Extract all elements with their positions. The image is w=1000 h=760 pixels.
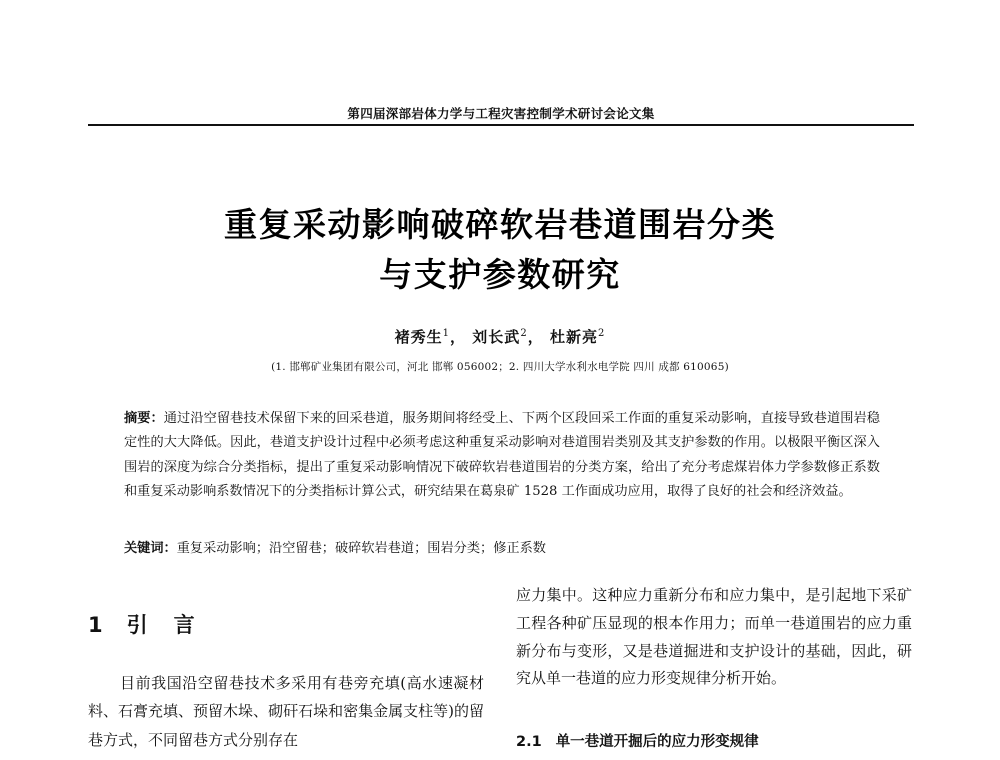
section-title: 引言 — [126, 613, 221, 637]
abstract-text: 通过沿空留巷技术保留下来的回采巷道，服务期间将经受上、下两个区段回采工作面的重复采动影响，直接导致巷道围岩稳定性的大大降低。因此，巷道支护设计过程中必须考虑这种重复采动影响对巷道围岩类别及其支护参数的作用。以极限平衡区深入围岩的深度为综合分类指标，提出了重复采动影响情况下破碎软岩巷道围岩的分类方案，给出了充分考虑煤岩体力学参数修正系数和重复采动影响系数情况下的分类指标计算公式，研究结果在葛泉矿 1528 工作面成功应用，取得了良好的社会和经济效益。 — [124, 411, 880, 499]
author-name: 褚秀生 — [394, 328, 443, 346]
affiliations: (1. 邯郸矿业集团有限公司，河北 邯郸 056002；2. 四川大学水利水电学院 四川 成都 610065) — [271, 361, 729, 373]
paper-title-line-2: 与支护参数研究 — [379, 255, 621, 294]
header-rule — [88, 124, 914, 126]
body-paragraph: 应力集中。这种应力重新分布和应力集中，是引起地下采矿工程各种矿压显现的根本作用力；而单一巷道围岩的应力重新分布与变形，又是巷道掘进和支护设计的基础，因此，研究从单一巷道的应力形变规律分析开始。 — [516, 586, 912, 688]
right-column — [516, 582, 912, 693]
keywords-label: 关键词： — [124, 541, 177, 556]
author-affil-mark: 1 — [442, 328, 451, 339]
subsection-number: 2.1 — [516, 734, 542, 750]
abstract-label: 摘要： — [124, 411, 164, 426]
author-separator: ， — [527, 328, 544, 346]
left-column — [88, 669, 484, 754]
keywords — [124, 537, 880, 561]
section-number: 1 — [88, 613, 103, 637]
author-separator: ， — [450, 328, 467, 346]
subsection-heading — [516, 730, 759, 751]
section-heading-introduction — [88, 609, 221, 639]
author-affil-mark: 2 — [597, 328, 606, 339]
subsection-title: 单一巷道开掘后的应力形变规律 — [555, 734, 759, 750]
abstract — [124, 407, 880, 504]
author-name: 杜新亮 — [549, 328, 598, 346]
author-name: 刘长武 — [472, 328, 521, 346]
keywords-text: 重复采动影响；沿空留巷；破碎软岩巷道；围岩分类；修正系数 — [176, 541, 546, 556]
body-paragraph: 目前我国沿空留巷技术多采用有巷旁充填(高水速凝材料、石膏充填、预留木垛、砌矸石垛和密集金属支柱等)的留巷方式，不同留巷方式分别存在 — [88, 674, 484, 749]
running-header: 第四届深部岩体力学与工程灾害控制学术研讨会论文集 — [347, 106, 655, 121]
author-affil-mark: 2 — [520, 328, 528, 339]
author-list — [0, 326, 1000, 347]
paper-title-line-1: 重复采动影响破碎软岩巷道围岩分类 — [224, 205, 776, 244]
